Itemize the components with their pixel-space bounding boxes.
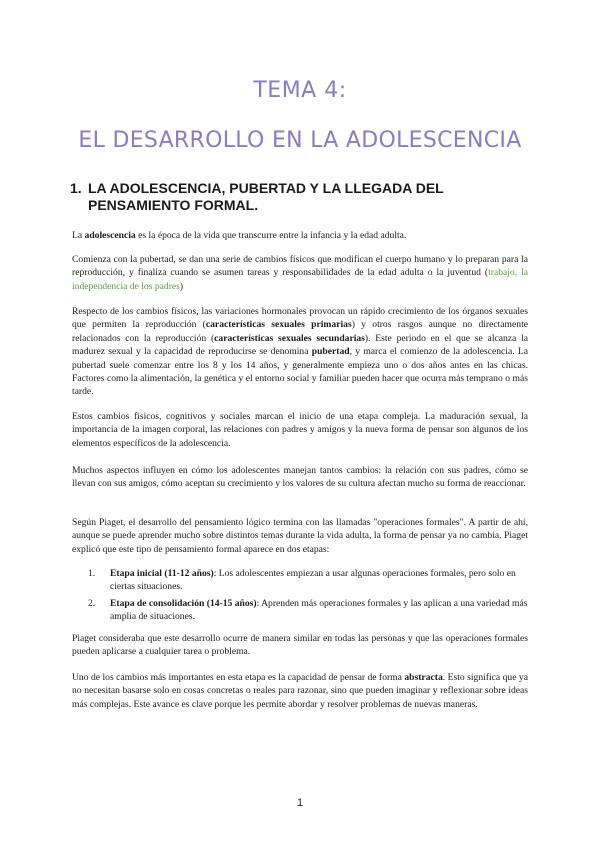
list-item bbox=[88, 597, 528, 624]
text-run: . Esto significa que ya no necesitan basarse solo en cosas concretas o reales para razonar, sino que pueden imaginar y reflexionar sobre ideas más complejas. Este avance es clave porque les permite abordar y resolver problemas de nuevas maneras. bbox=[72, 672, 528, 710]
bold-term: abstracta bbox=[404, 672, 443, 683]
text-run: ). Este periodo en el que se alcanza la madurez sexual y la capacidad de reproducirse se denomina bbox=[72, 332, 529, 358]
text-run: es la época de la vida que transcurre entre la infancia y la edad adulta. bbox=[135, 230, 407, 241]
paragraph-3 bbox=[72, 305, 528, 399]
bold-term: pubertad bbox=[311, 346, 350, 358]
bold-term: características sexuales secundarias bbox=[214, 332, 365, 344]
paragraph-2 bbox=[72, 253, 528, 293]
list-item bbox=[88, 567, 528, 594]
section-heading-text: LA ADOLESCENCIA, PUBERTAD Y LA LLEGADA DEL PENSAMIENTO FORMAL. bbox=[88, 180, 444, 213]
document-subtitle: EL DESARROLLO EN LA ADOLESCENCIA bbox=[78, 128, 522, 153]
paragraph-1 bbox=[72, 229, 528, 242]
text-run: La bbox=[72, 230, 85, 241]
paragraph-6: Según Piaget, el desarrollo del pensamiento lógico termina con las llamadas "operaciones formales". A partir de ahí, aunque se puede aprender mucho sobre distintos temas durante la vida adulta, la forma de pensar ya no cambia. Piaget explicó que este tipo de pensamiento formal aparece en dos etapas: bbox=[72, 517, 528, 555]
paragraph-7: Piaget consideraba que este desarrollo ocurre de manera similar en todas las personas y que las operaciones formales pueden aplicarse a cualquier tarea o problema. bbox=[72, 633, 528, 658]
section-heading bbox=[70, 180, 448, 214]
text-run: Comienza con la pubertad, se dan una serie de cambios físicos que modifican el cuerpo humano y lo preparan para la reproducción, y finaliza cuando se asumen tareas y responsabilidades de la edad adulta o la juventud ( bbox=[72, 254, 528, 279]
page-number: 1 bbox=[296, 797, 304, 809]
stage-title: Etapa inicial (11-12 años) bbox=[110, 568, 214, 579]
document-title: TEMA 4: bbox=[253, 78, 347, 103]
list-index: 2. bbox=[88, 597, 96, 609]
section-number: 1. bbox=[70, 180, 82, 196]
stages-list bbox=[88, 567, 528, 627]
text-run: ) bbox=[179, 280, 184, 292]
list-index: 1. bbox=[88, 568, 96, 579]
paragraph-5: Muchos aspectos influyen en cómo los adolescentes manejan tantos cambios: la relación con sus padres, cómo se llevan con sus amigos, cómo aceptan su crecimiento y los valores de su cultura afectan mucho su forma de reaccionar. bbox=[72, 465, 528, 490]
highlighted-note: trabajo, la independencia de los padres bbox=[72, 267, 528, 292]
paragraph-8 bbox=[72, 671, 528, 711]
bold-term: adolescencia bbox=[84, 230, 136, 241]
text-run: ) y otros rasgos aunque no directamente relacionados con la reproducción ( bbox=[72, 319, 528, 344]
stage-description: : Aprenden más operaciones formales y las aplican a una variedad más amplia de situaciones. bbox=[110, 597, 528, 623]
stage-description: : Los adolescentes empiezan a usar algunas operaciones formales, pero solo en ciertas situaciones. bbox=[110, 568, 516, 593]
bold-term: características sexuales primarias bbox=[205, 319, 352, 331]
text-run: Uno de los cambios más importantes en esta etapa es la capacidad de pensar de forma bbox=[72, 672, 405, 683]
paragraph-4: Estos cambios físicos, cognitivos y sociales marcan el inicio de una etapa compleja. La maduración sexual, la importancia de la imagen corporal, las relaciones con padres y amigos y la nueva forma de pensar son algunos de los elementos específicos de la adolescencia. bbox=[72, 411, 528, 449]
stage-title: Etapa de consolidación (14-15 años) bbox=[110, 597, 257, 609]
text-run: , y marca el comienzo de la adolescencia. La pubertad suele comenzar entre los 8 y los 14 años, y generalmente empieza uno o dos años antes en las chicas. Factores como la alimentación, la genética y el entorno social y familiar pueden hacer que ocurra más temprano o más tarde. bbox=[72, 346, 529, 398]
text-run: Respecto de los cambios físicos, las variaciones hormonales provocan un rápido crecimiento de los órganos sexuales que permiten la reproducción ( bbox=[72, 306, 528, 331]
